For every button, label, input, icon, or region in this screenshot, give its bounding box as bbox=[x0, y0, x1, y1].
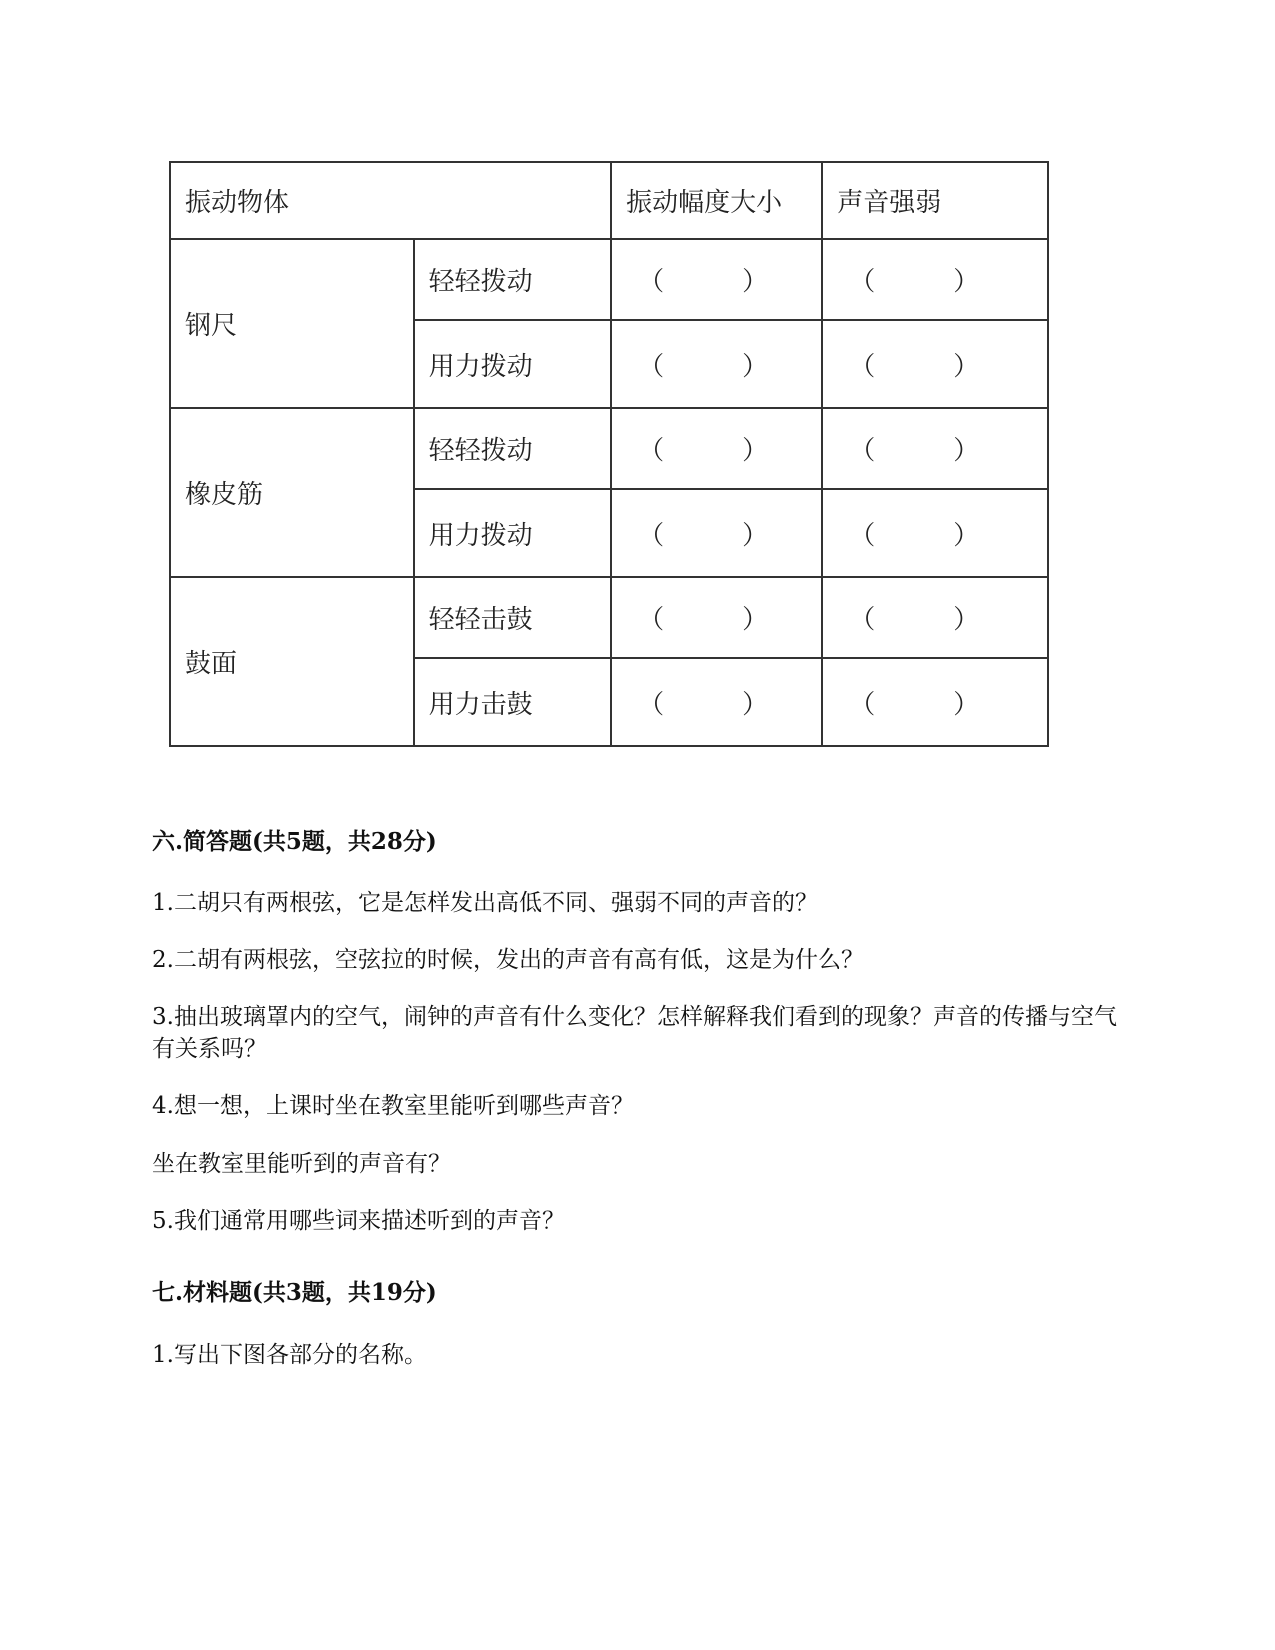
action-label: 用力击鼓 bbox=[414, 658, 611, 746]
question-2: 2.二胡有两根弦，空弦拉的时候，发出的声音有高有低，这是为什么？ bbox=[152, 947, 864, 973]
table-row bbox=[170, 239, 1048, 320]
question-5: 5.我们通常用哪些词来描述听到的声音？ bbox=[152, 1208, 565, 1234]
action-label: 用力拨动 bbox=[414, 489, 611, 577]
loudness-blank[interactable]: （ ） bbox=[822, 489, 1048, 577]
action-label: 轻轻拨动 bbox=[414, 408, 611, 489]
material-question-1: 1.写出下图各部分的名称。 bbox=[152, 1342, 427, 1368]
table-row bbox=[170, 577, 1048, 658]
experiment-table bbox=[169, 161, 1049, 747]
amplitude-blank[interactable]: （ ） bbox=[611, 577, 822, 658]
question-4-sub: 坐在教室里能听到的声音有？ bbox=[152, 1151, 451, 1177]
table-row bbox=[170, 408, 1048, 489]
header-object: 振动物体 bbox=[170, 162, 611, 239]
question-1: 1.二胡只有两根弦，它是怎样发出高低不同、强弱不同的声音的？ bbox=[152, 890, 818, 916]
amplitude-blank[interactable]: （ ） bbox=[611, 320, 822, 408]
action-label: 用力拨动 bbox=[414, 320, 611, 408]
question-3: 3.抽出玻璃罩内的空气，闹钟的声音有什么变化？怎样解释我们看到的现象？声音的传播与空气有关系吗？ bbox=[152, 1004, 1117, 1062]
table-header-row bbox=[170, 162, 1048, 239]
loudness-blank[interactable]: （ ） bbox=[822, 320, 1048, 408]
object-name: 钢尺 bbox=[170, 239, 414, 408]
header-amplitude: 振动幅度大小 bbox=[611, 162, 822, 239]
amplitude-blank[interactable]: （ ） bbox=[611, 239, 822, 320]
amplitude-blank[interactable]: （ ） bbox=[611, 408, 822, 489]
loudness-blank[interactable]: （ ） bbox=[822, 577, 1048, 658]
section6-title: 六.简答题(共5题，共28分) bbox=[152, 828, 437, 855]
amplitude-blank[interactable]: （ ） bbox=[611, 489, 822, 577]
object-name: 鼓面 bbox=[170, 577, 414, 746]
loudness-blank[interactable]: （ ） bbox=[822, 239, 1048, 320]
action-label: 轻轻拨动 bbox=[414, 239, 611, 320]
object-name: 橡皮筋 bbox=[170, 408, 414, 577]
section7-title: 七.材料题(共3题，共19分) bbox=[152, 1279, 437, 1306]
loudness-blank[interactable]: （ ） bbox=[822, 658, 1048, 746]
loudness-blank[interactable]: （ ） bbox=[822, 408, 1048, 489]
action-label: 轻轻击鼓 bbox=[414, 577, 611, 658]
header-loudness: 声音强弱 bbox=[822, 162, 1048, 239]
amplitude-blank[interactable]: （ ） bbox=[611, 658, 822, 746]
question-4: 4.想一想，上课时坐在教室里能听到哪些声音？ bbox=[152, 1093, 634, 1119]
